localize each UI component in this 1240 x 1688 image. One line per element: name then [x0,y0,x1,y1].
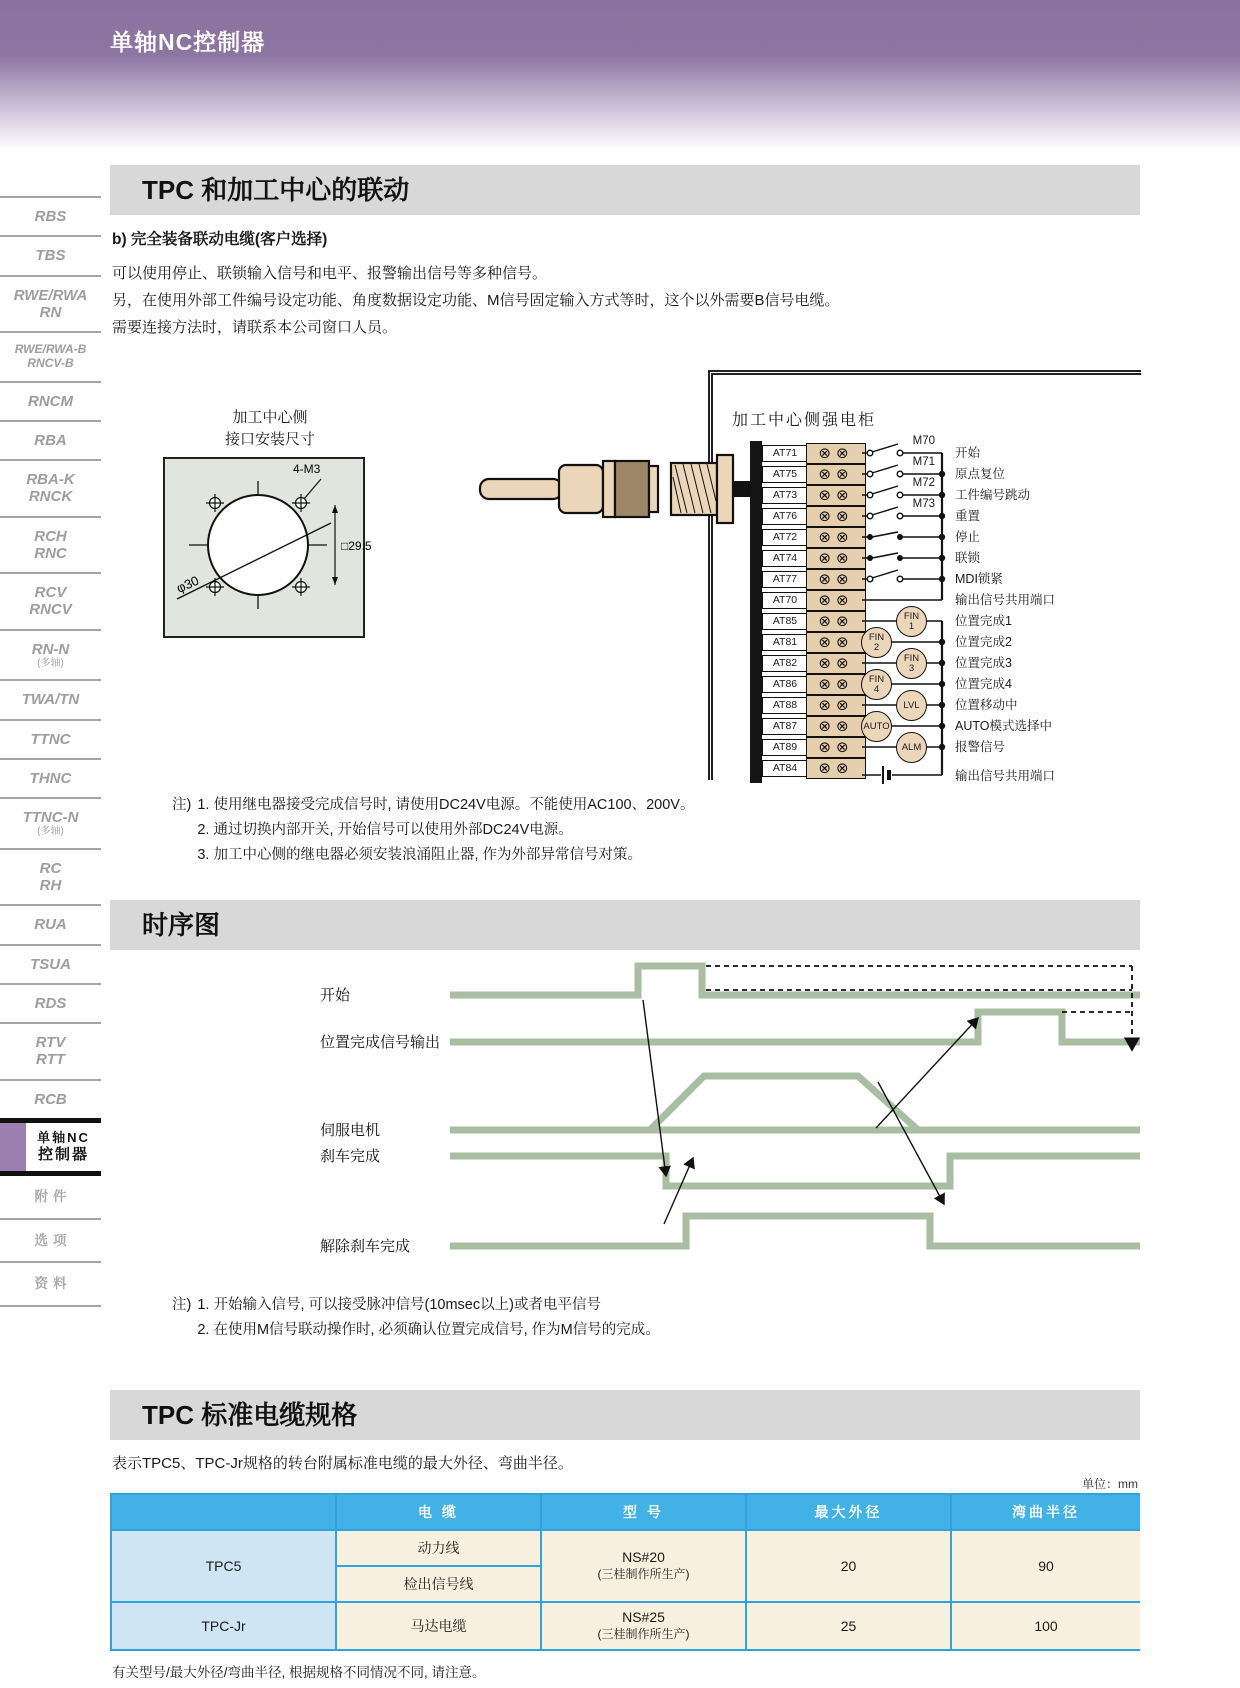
terminal-id-at88: AT88 [762,697,808,714]
m-signal-label: M73 [912,498,935,510]
sidebar [0,196,101,1307]
output-badge-fin1: FIN 1 [896,606,927,637]
terminal-id-at82: AT82 [762,655,808,672]
signal-label-pos-complete: 位置完成信号输出 [320,1034,441,1051]
screw-terminal-icon: ⊗⊗ [806,737,866,758]
signal-label: 位置移动中 [955,698,1018,712]
output-badge-fin2: FIN 2 [861,627,892,658]
screw-terminal-icon: ⊗⊗ [806,674,866,695]
screw-terminal-icon: ⊗⊗ [806,443,866,464]
m-signal-label: M70 [912,435,935,447]
screw-terminal-icon: ⊗⊗ [806,485,866,506]
sidebar-item-rds: RDS [0,983,101,1022]
output-badge-lvl: LVL [896,690,927,721]
note-line: 2. 在使用M信号联动操作时, 必须确认位置完成信号, 作为M信号的完成。 [197,1322,660,1338]
paragraph-line: 需要连接方法时，请联系本公司窗口人员。 [112,319,398,336]
terminal-id-at77: AT77 [762,571,808,588]
section-title: 时序图 [142,910,221,940]
cable-connector-drawing [475,443,755,543]
sidebar-item-thnc: THNC [0,758,101,797]
note-line: 1. 使用继电器接受完成信号时, 请使用DC24V电源。不能使用AC100、200V。 [197,797,695,813]
active-item-marker [0,1123,26,1171]
screw-terminal-icon: ⊗⊗ [806,716,866,737]
terminal-id-at86: AT86 [762,676,808,693]
sidebar-item-rba-k-rnck: RBA-K RNCK [0,459,101,516]
sidebar-item-options: 选项 [0,1218,101,1262]
signal-label: 重置 [955,509,981,523]
sidebar-item-rn-n: RN-N (多轴) [0,629,101,680]
sidebar-item-rcv-rncv: RCV RNCV [0,572,101,629]
signal-label: 输出信号共用端口 [955,593,1056,607]
sidebar-item-materials: 资料 [0,1261,101,1307]
section-header-cable-spec [110,1390,1140,1440]
note-line: 2. 通过切换内部开关, 开始信号可以使用外部DC24V电源。 [197,822,573,838]
sidebar-item-single-axis-nc: 单轴NC 控制器 [0,1118,101,1176]
sidebar-item-rua: RUA [0,904,101,943]
signal-label: 停止 [955,530,981,544]
cell-od-tpcjr: 25 [747,1603,950,1649]
col-header-part: 型 号 [542,1495,745,1529]
cable-spec-table [110,1493,1140,1651]
signal-label: 原点复位 [955,467,1006,481]
output-badge-auto: AUTO [861,711,892,742]
cell-bend-tpc5: 90 [952,1531,1140,1601]
terminal-id-at84: AT84 [762,760,808,777]
section-header-timing [110,900,1140,950]
screw-terminal-icon: ⊗⊗ [806,695,866,716]
signal-label: MDI锁紧 [955,572,1003,586]
signal-label-brake-release: 解除刹车完成 [320,1238,411,1255]
table-footnote: 有关型号/最大外径/弯曲半径, 根据规格不同情况不同, 请注意。 [112,1665,486,1680]
col-header-cable: 电 缆 [337,1495,540,1529]
timing-diagram [110,960,1140,1285]
sidebar-item-rbs: RBS [0,196,101,235]
signal-label: AUTO模式选择中 [955,719,1052,733]
timing-notes: 注) 1. 开始输入信号, 可以接受脉冲信号(10msec以上)或者电平信号 2. 在使用M信号联动操作时, 必须确认位置完成信号, 作为M信号的完成。 [172,1293,660,1343]
terminal-id-at85: AT85 [762,613,808,630]
paragraph-line: 另，在使用外部工件编号设定功能、角度数据设定功能、M信号固定输入方式等时，这个以外需要B信号电缆。 [112,292,840,309]
signal-label: 位置完成1 [955,614,1012,628]
screw-terminal-icon: ⊗⊗ [806,590,866,611]
cell-model-tpcjr: TPC-Jr [112,1603,335,1649]
top-banner [0,0,1240,165]
terminal-id-at76: AT76 [762,508,808,525]
dim-square-label: □29.5 [341,539,372,553]
signal-label: 位置完成4 [955,677,1012,691]
paragraph-line: 可以使用停止、联锁输入信号和电平、报警输出信号等多种信号。 [112,265,548,282]
section-title: TPC 和加工中心的联动 [142,175,410,205]
output-badge-fin4: FIN 4 [861,669,892,700]
mount-dimension-title: 加工中心侧 接口安装尺寸 [224,409,315,448]
sidebar-item-rtv-rtt: RTV RTT [0,1022,101,1079]
screw-terminal-icon: ⊗⊗ [806,464,866,485]
screw-terminal-icon: ⊗⊗ [806,653,866,674]
sidebar-item-rwe-rwa-b-rncv-b: RWE/RWA-B RNCV-B [0,331,101,381]
sidebar-item-rba: RBA [0,420,101,459]
section-title: TPC 标准电缆规格 [142,1400,358,1430]
col-header-bend: 湾曲半径 [952,1495,1140,1529]
signal-label: 联锁 [955,551,981,565]
signal-label: 输出信号共用端口 [955,769,1056,783]
cell-cable-power: 动力线 [337,1531,540,1565]
page-title: 单轴NC控制器 [110,29,266,55]
unit-label: 单位：mm [1082,1477,1138,1491]
cell-model-tpc5: TPC5 [112,1531,335,1601]
signal-label: 工件编号跳动 [955,488,1031,502]
subsection-title: b) 完全装备联动电缆(客户选择) [112,231,328,248]
cell-bend-tpcjr: 100 [952,1603,1140,1649]
cable-intro: 表示TPC5、TPC-Jr规格的转台附属标准电缆的最大外径、弯曲半径。 [112,1455,573,1472]
screw-terminal-icon: ⊗⊗ [806,632,866,653]
terminal-id-at73: AT73 [762,487,808,504]
dim-diameter-label: φ30 [174,572,202,596]
signal-label-brake-done: 刹车完成 [320,1148,381,1165]
sidebar-item-ttnc: TTNC [0,719,101,758]
m-signal-label: M72 [912,477,935,489]
main-content [110,165,1140,1688]
sidebar-item-twa-tn: TWA/TN [0,679,101,718]
signal-label: 报警信号 [955,740,1006,754]
cell-part-tpc5: NS#20 (三桂制作所生产) [542,1531,745,1601]
terminal-id-at81: AT81 [762,634,808,651]
m-signal-label: M71 [912,456,935,468]
linkage-diagram [110,365,1140,785]
terminal-id-at75: AT75 [762,466,808,483]
sidebar-item-ttnc-n: TTNC-N (多轴) [0,797,101,848]
screw-terminal-icon: ⊗⊗ [806,506,866,527]
screw-terminal-icon: ⊗⊗ [806,527,866,548]
linkage-notes: 注) 1. 使用继电器接受完成信号时, 请使用DC24V电源。不能使用AC100、200V。 2. 通过切换内部开关, 开始信号可以使用外部DC24V电源。 3. 加工中心侧的继电器必须安装浪涌阻止器, 作为外部异常信号对策。 [172,793,694,868]
terminal-id-at70: AT70 [762,592,808,609]
terminal-id-at89: AT89 [762,739,808,756]
intro-paragraph [112,260,840,341]
mount-dimension-drawing [163,457,381,639]
sidebar-item-rwe-rwa-rn: RWE/RWA RN [0,275,101,332]
screw-terminal-icon: ⊗⊗ [806,569,866,590]
note-line: 1. 开始输入信号, 可以接受脉冲信号(10msec以上)或者电平信号 [197,1297,601,1313]
screw-terminal-icon: ⊗⊗ [806,758,866,779]
output-badge-alm: ALM [896,732,927,763]
sidebar-item-rch-rnc: RCH RNC [0,516,101,573]
signal-label-servo: 伺服电机 [320,1122,381,1139]
signal-label: 开始 [955,446,981,460]
col-header-blank [112,1495,335,1529]
sidebar-item-attachments: 附件 [34,1189,72,1205]
col-header-od: 最大外径 [747,1495,950,1529]
cell-od-tpc5: 20 [747,1531,950,1601]
sidebar-item-rcb: RCB [0,1079,101,1118]
terminal-id-at71: AT71 [762,445,808,462]
sidebar-item-rc-rh: RC RH [0,848,101,905]
screw-terminal-icon: ⊗⊗ [806,611,866,632]
dim-holes-label: 4-M3 [293,462,321,476]
signal-label-start: 开始 [320,987,351,1004]
sidebar-item-tbs: TBS [0,235,101,274]
sidebar-item-tsua: TSUA [0,944,101,983]
section-header-linkage [110,165,1140,215]
screw-terminal-icon: ⊗⊗ [806,548,866,569]
signal-label: 位置完成3 [955,656,1012,670]
terminal-id-at87: AT87 [762,718,808,735]
note-line: 3. 加工中心侧的继电器必须安装浪涌阻止器, 作为外部异常信号对策。 [197,847,643,863]
terminal-id-at74: AT74 [762,550,808,567]
signal-label: 位置完成2 [955,635,1012,649]
sidebar-item-rncm: RNCM [0,381,101,420]
cell-cable-signal: 检出信号线 [337,1567,540,1601]
cabinet-label: 加工中心侧强电柜 [732,412,877,429]
terminal-id-at72: AT72 [762,529,808,546]
cell-part-tpcjr: NS#25 (三桂制作所生产) [542,1603,745,1649]
output-badge-fin3: FIN 3 [896,648,927,679]
cell-cable-motor: 马达电缆 [337,1603,540,1649]
